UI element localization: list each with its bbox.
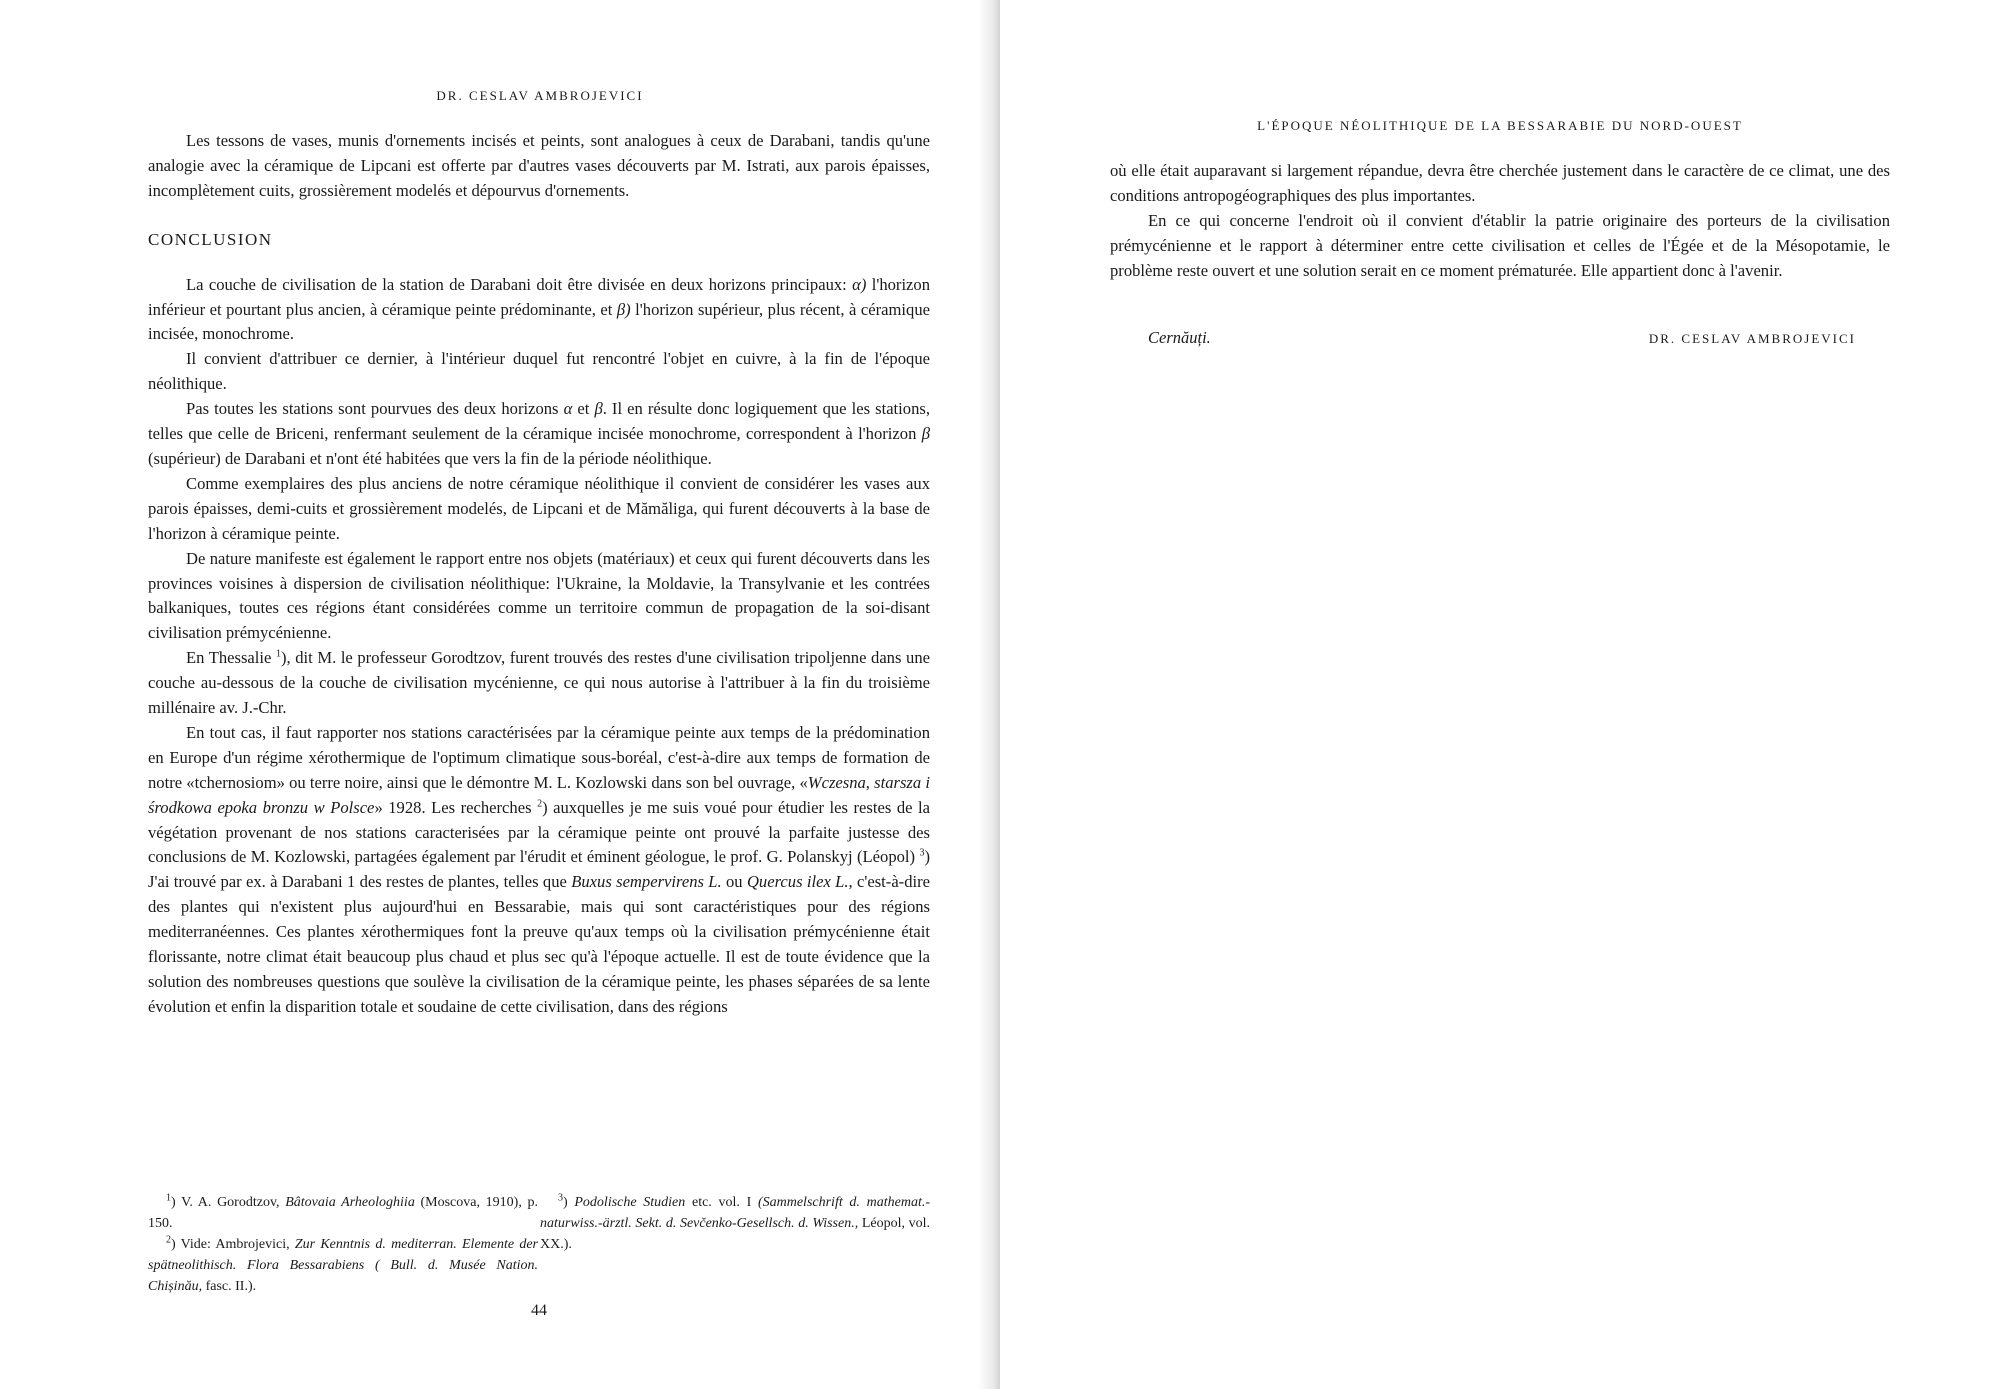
right-page [1000, 0, 2000, 1389]
running-head-author: DR. CESLAV AMBROJEVICI [436, 88, 644, 103]
running-head-title: L'ÉPOQUE NÉOLITHIQUE DE LA BESSARABIE DU NORD-OUEST [1257, 118, 1743, 133]
paragraph-conclusion-final: En ce qui concerne l'endroit où il convient d'établir la patrie originaire des porteurs de la civilisation prémycénienne et le rapport à déterminer entre cette civilisation et celles de l'Égée et de la Mésopotamie, le problème reste ouvert et une solution serait en ce moment prématurée. Elle appartient donc à l'avenir. [1110, 210, 1890, 280]
section-title: CONCLUSION [148, 229, 273, 249]
footnote-3: $^3$) Podolische Studien etc. vol. I (Sammelschrift d. mathemat.-naturwiss.-ärztl. Sekt. d. Sevčenko-Gesellsch. d. Wissen., Léopol, vol. XX.). [540, 1192, 931, 1252]
author-signature: DR. CESLAV AMBROJEVICI [1648, 331, 1856, 346]
footnotes-column-right [540, 1192, 930, 1297]
signature-row [1148, 328, 1856, 348]
right-body-text [1110, 159, 1890, 284]
paragraph-thessaly: En Thessalie $^1$), dit M. le professeur Gorodtzov, furent trouvés des restes d'une civilisation tripoljenne dans une couche au-dessous de la couche de civilisation mycénienne, ce qui nous autorise à l'attribuer à la fin du troisième millénaire av. J.-Chr. [148, 648, 930, 718]
intro-paragraph: Les tessons de vases, munis d'ornements incisés et peints, sont analogues à ceux de Darabani, tandis qu'une analogie avec la céramique de Lipcani est offerte par d'autres vases découverts par M. Istrati, aux parois épaisses, incomplètement cuits, grossièrement modelés et dépourvus d'ornements. [148, 131, 930, 200]
footnotes [148, 1192, 930, 1297]
page-number: 44 [531, 1302, 547, 1319]
footnote-ref-2: 2 [537, 798, 543, 810]
footnote-2: $^2$) Vide: Ambrojevici, Zur Kenntnis d. mediterran. Elemente der spätneolithisch. Flora Bessarabiens ( Bull. d. Musée Nation. Chișinău, fasc. II.). [148, 1234, 538, 1294]
footnote-ref-1: 1 [275, 648, 281, 660]
paragraph-climate: En tout cas, il faut rapporter nos stations caractérisées par la céramique peinte aux temps de la prédomination en Europe d'un régime xérothermique de l'optimum climatique sous-boréal, c'est-à-dire aux temps de formation de notre «tchernosiom» ou terre noire, ainsi que le démontre M. L. Kozlowski dans son bel ouvrage, «Wczesna, starsza i środkowa epoka bronzu w Polsce» 1928. Les recherches $^2$) auxquelles je me suis voué pour étudier les restes de la végétation provenant de nos stations caracterisées par la céramique peinte ont prouvé la parfaite justesse des conclusions de M. Kozlowski, partagées également par l'érudit et éminent géologue, le prof. G. Polanskyj (Léopol) $^3$) J'ai trouvé par ex. à Darabani 1 des restes de plantes, telles que Buxus sempervirens L. ou Quercus ilex L., c'est-à-dire des plantes qui n'existent plus aujourd'hui en Bessarabie, mais qui sont caractéristiques pour des régions mediterranéennes. Ces plantes xérothermiques font la preuve qu'aux temps où la civilisation prémycénienne était florissante, notre climat était beaucoup plus chaud et plus sec qu'à l'époque actuelle. Il est de toute évidence que la solution des nombreuses questions que soulève la civilisation de la céramique peinte, les phases séparées de sa lente évolution et enfin la disparition totale et soudaine de cette civilisation, dans des régions [148, 722, 931, 1016]
paragraph-stations: Pas toutes les stations sont pourvues des deux horizons α et β. Il en résulte donc logiquement que les stations, telles que celle de Briceni, renfermant seulement de la céramique incisée monochrome, correspondent à l'horizon β (supérieur) de Darabani et n'ont été habitées que vers la fin de la période néolithique. [148, 399, 930, 468]
footnote-ref-3: 3 [919, 847, 925, 859]
book-title: Wczesna, starsza i środkowa epoka bronzu w Polsce [148, 772, 930, 817]
paragraph-horizons: La couche de civilisation de la station de Darabani doit être divisée en deux horizons principaux: α) l'horizon inférieur et pourtant plus ancien, à céramique peinte prédominante, et β) l'horizon supérieur, plus récent, à céramique incisée, monochrome. [148, 274, 931, 344]
footnotes-column-left [148, 1192, 538, 1297]
footnote-1: $^1$) V. A. Gorodtzov, Bâtovaia Arheologhiia (Moscova, 1910), p. 150. [148, 1192, 538, 1231]
paragraph-oldest-ceramics: Comme exemplaires des plus anciens de notre céramique néolithique il convient de considérer les vases aux parois épaisses, demi-cuits et grossièrement modelés, de Lipcani et de Mămăliga, qui furent découverts à la base de l'horizon à céramique peinte. [148, 473, 930, 543]
paragraph-neighbouring-provinces: De nature manifeste est également le rapport entre nos objets (matériaux) et ceux qui furent découverts dans les provinces voisines à dispersion de civilisation néolithique: l'Ukraine, la Moldavie, la Transylvanie et les contrées balkaniques, toutes ces régions étant considérées comme un territoire commun de propagation de la soi-disant civilisation prémycénienne. [148, 548, 930, 643]
place-of-writing: Cernăuți. [1148, 328, 1211, 347]
paragraph-continuation: où elle était auparavant si largement répandue, devra être cherchée justement dans le caractère de ce climat, une des conditions antropogéographiques des plus importantes. [1110, 161, 1890, 205]
paragraph-copper-object: Il convient d'attribuer ce dernier, à l'intérieur duquel fut rencontré l'objet en cuivre, à la fin de l'époque néolithique. [148, 349, 930, 394]
left-body-text [148, 129, 930, 1020]
